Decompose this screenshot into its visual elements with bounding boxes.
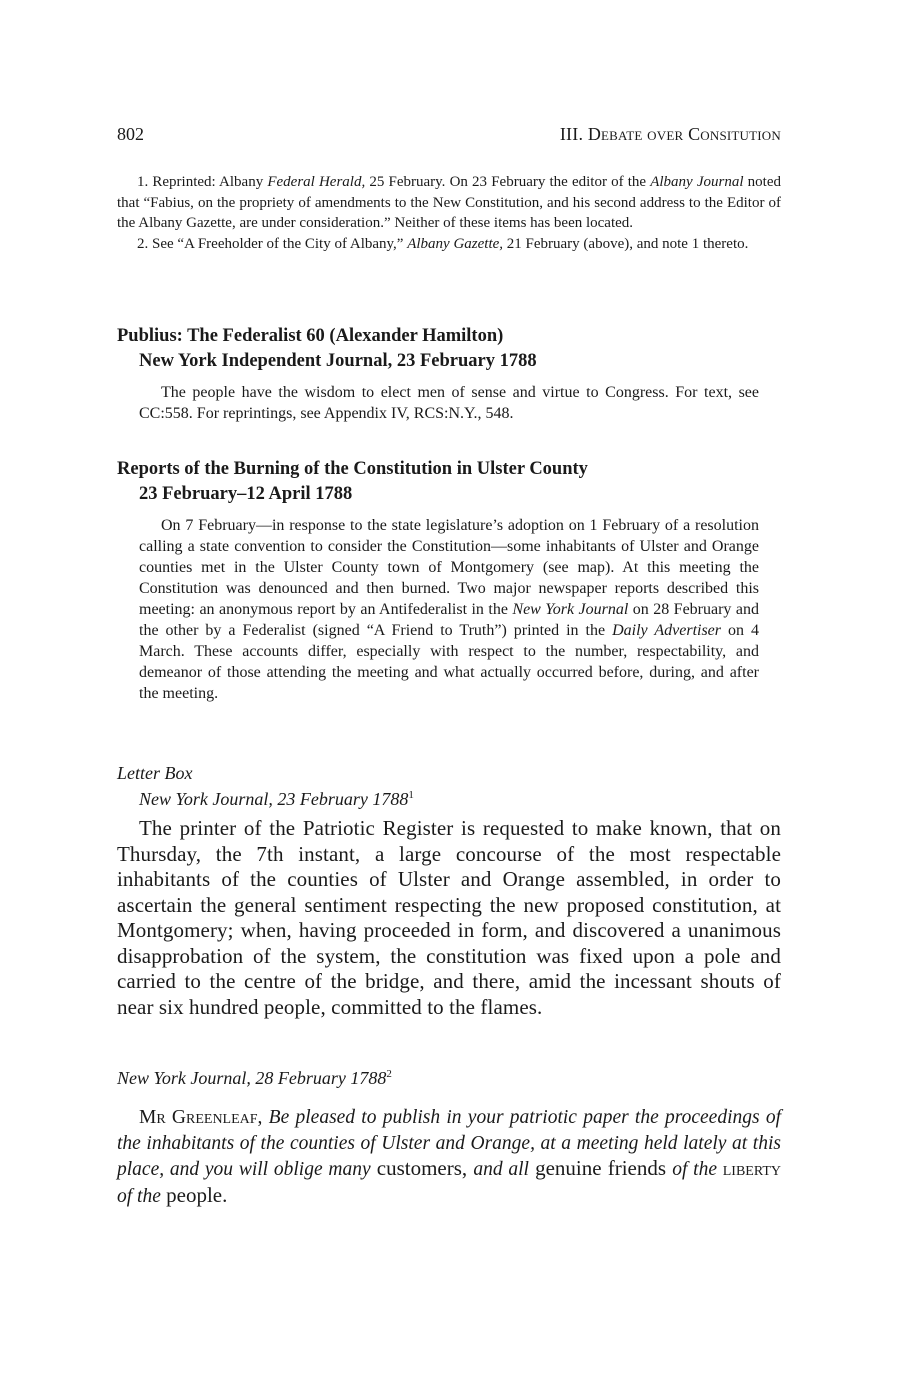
section-burning-constitution bbox=[117, 457, 781, 704]
document-label: Letter Box bbox=[117, 763, 193, 783]
section-heading bbox=[117, 324, 781, 374]
document-text: The printer of the Patriotic Register is requested to make known, that on Thursday, the 7th instant, a large concourse of the most respectable inhabitants of the counties of Ulster and Orange assembled, in order to ascertain the general sentiment respecting the new proposed constitution, at Montgomery; when, having proceeded in form, and discovered a unanimous disapprobation of the system, the constitution was fixed upon a pole and carried to the centre of the bridge, and there, amid the incessant shouts of near six hundred people, committed to the flames. bbox=[117, 816, 781, 1019]
running-title: III. Debate over Consitution bbox=[559, 124, 781, 144]
new-york-journal-feb-28-document bbox=[117, 1065, 781, 1209]
document-source: New York Journal, 28 February 1788$^2$ bbox=[117, 1068, 392, 1088]
footnote-ref: 1 bbox=[408, 789, 414, 801]
note-1: 1. Reprinted: Albany Federal Herald, 25 February. On 23 February the editor of the Albany Journal noted that “Fabius, on the propriety of amendments to the New Constitution, and his second address to the Editor of the Albany Gazette, are under consideration.” Neither of these items has been located. bbox=[117, 174, 781, 231]
section-federalist-60 bbox=[117, 324, 781, 424]
document-source: New York Journal, 23 February 1788$^1$ bbox=[139, 789, 414, 809]
heading-line-2: 23 February–12 April 1788 bbox=[139, 484, 353, 504]
page-number: 802 bbox=[117, 124, 144, 144]
headnote: The people have the wisdom to elect men of sense and virtue to Congress. For text, see CC:558. For reprintings, see Appendix IV, RCS:N.Y., 548. bbox=[139, 384, 759, 422]
heading-line-1: Publius: The Federalist 60 (Alexander Hamilton) bbox=[117, 326, 504, 346]
footnote-ref: 2 bbox=[386, 1068, 392, 1080]
salutation: Mr Greenleaf, bbox=[139, 1107, 263, 1128]
section-heading bbox=[117, 457, 781, 507]
headnote: On 7 February—in response to the state legislature’s adoption on 1 February of a resolution calling a state convention to consider the Constitution—some inhabitants of Ulster and Orange counties met in the Ulster County town of Montgomery (see map). At this meeting the Constitution was denounced and then burned. Two major newspaper reports described this meeting: an anonymous report by an Antifederalist in the New York Journal on 28 February and the other by a Federalist (signed “A Friend to Truth”) printed in the Daily Advertiser on 4 March. These accounts differ, especially with respect to the number, respectability, and demeanor of those attending the meeting and what actually occurred before, during, and after the meeting. bbox=[139, 517, 760, 702]
footnotes bbox=[117, 172, 781, 254]
heading-line-1: Reports of the Burning of the Constitution in Ulster County bbox=[117, 459, 588, 479]
running-head bbox=[117, 124, 781, 150]
note-2: 2. See “A Freeholder of the City of Albany,” Albany Gazette, 21 February (above), and note 1 thereto. bbox=[137, 235, 749, 252]
document-text: Mr Greenleaf, Be pleased to publish in your patriotic paper the proceedings of the inhabitants of the counties of Ulster and Orange, at a meeting held lately at this place, and you will oblige many customers, and all genuine friends of the liberty of the people. bbox=[117, 1107, 782, 1207]
heading-line-2: New York Independent Journal, 23 February 1788 bbox=[139, 351, 537, 371]
letter-box-document bbox=[117, 760, 781, 1020]
